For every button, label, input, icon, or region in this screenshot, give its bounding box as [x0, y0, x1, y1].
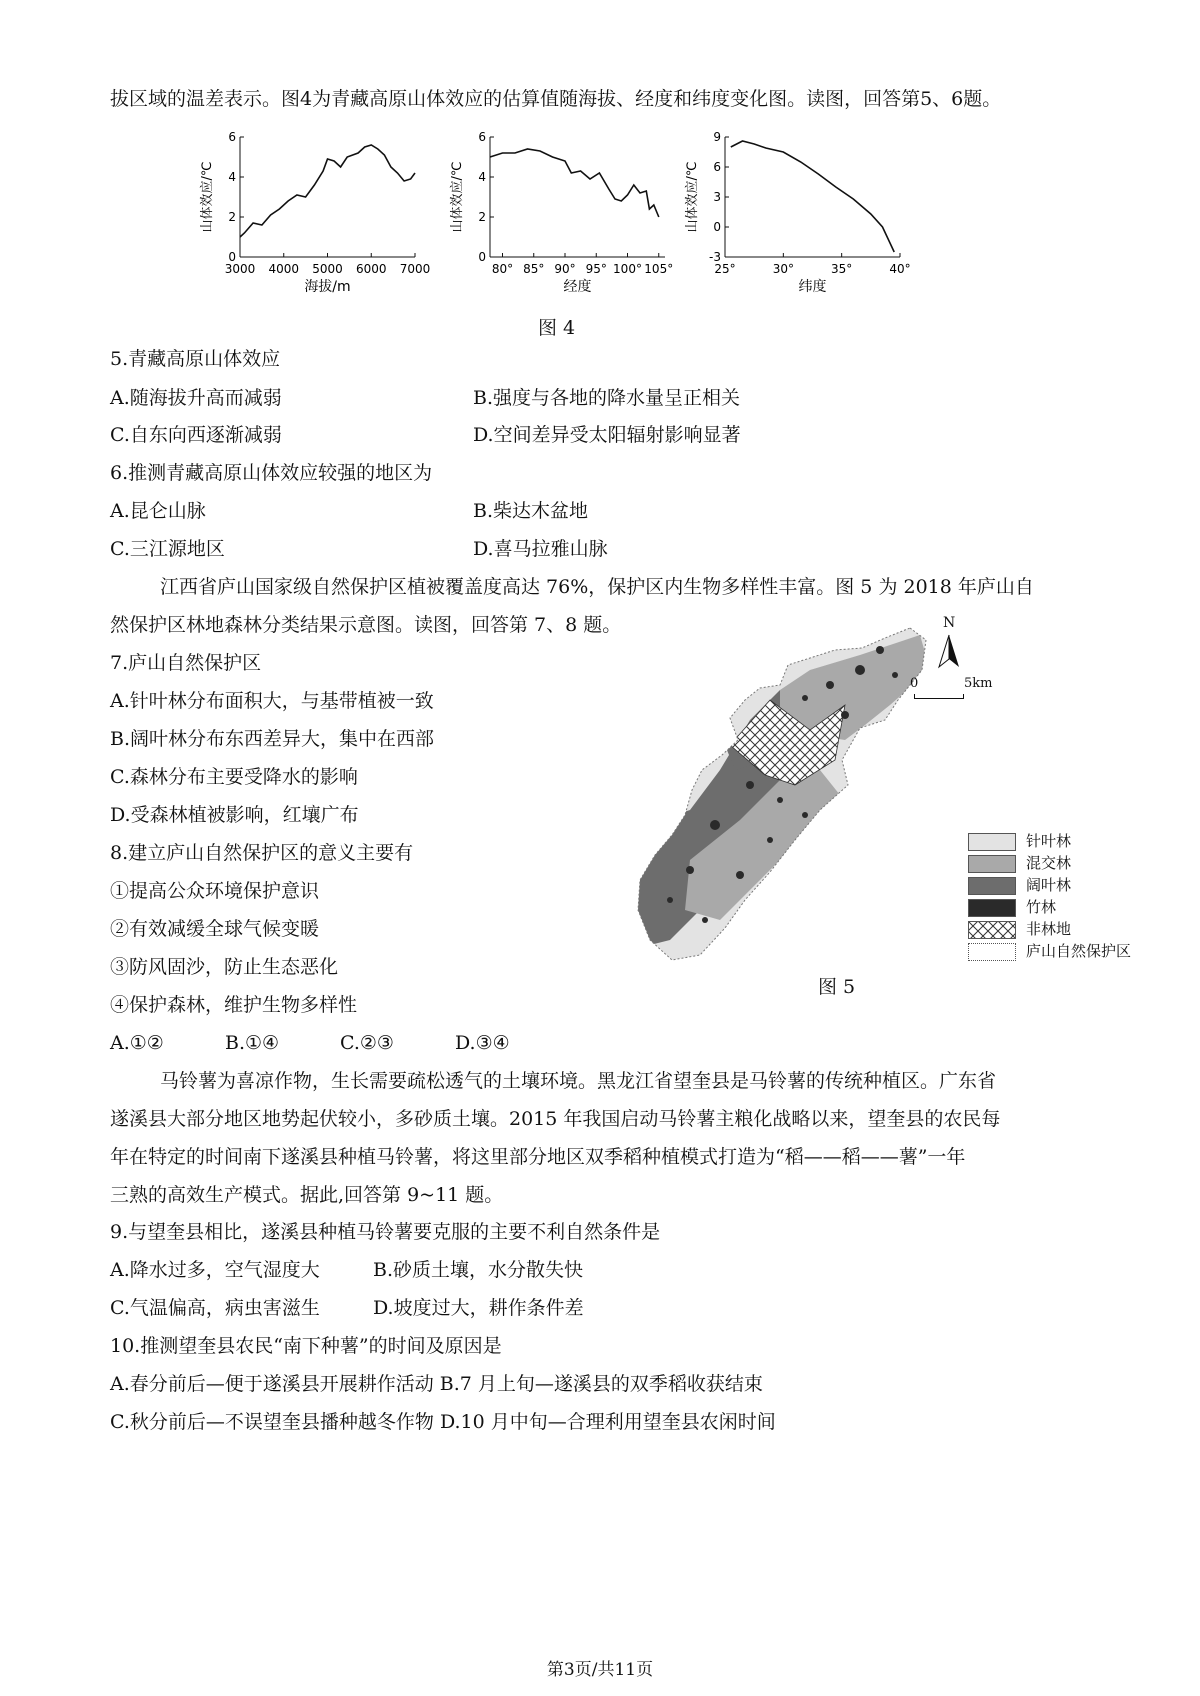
- passage3-line4: 三熟的高效生产模式。据此,回答第 9~11 题。: [110, 1184, 504, 1206]
- q6-option-c: C.三江源地区: [110, 538, 225, 560]
- q5-option-b: B.强度与各地的降水量呈正相关: [473, 387, 741, 409]
- legend-label: 庐山自然保护区: [1026, 942, 1132, 960]
- legend-item-mixed: [968, 854, 1168, 874]
- x-tick-label: 35°: [831, 262, 853, 276]
- y-tick-label: 2: [478, 210, 486, 224]
- x-tick-label: 105°: [644, 262, 674, 276]
- intro-line: 拔区域的温差表示。图4为青藏高原山体效应的估算值随海拔、经度和纬度变化图。读图，回答第5、6题。: [110, 88, 1002, 110]
- q6-option-d: D.喜马拉雅山脉: [473, 538, 608, 560]
- passage3-line1: 马铃薯为喜凉作物，生长需要疏松透气的土壤环境。黑龙江省望奎县是马铃薯的传统种植区。广东省: [160, 1070, 997, 1092]
- y-tick-label: 6: [713, 160, 721, 174]
- y-tick-label: 3: [713, 190, 721, 204]
- x-tick-label: 3000: [224, 262, 256, 276]
- legend-swatch: [968, 921, 1016, 939]
- y-tick-label: 0: [713, 220, 721, 234]
- y-tick-label: 0: [228, 250, 236, 264]
- passage2-line1: 江西省庐山国家级自然保护区植被覆盖度高达 76%，保护区内生物多样性丰富。图 5 为 2018 年庐山自: [160, 576, 1034, 598]
- q8-option-a: A.①②: [110, 1032, 164, 1054]
- legend-label: 非林地: [1026, 920, 1072, 938]
- q7-option-d: D.受森林植被影响，红壤广布: [110, 804, 359, 826]
- y-tick-label: 4: [228, 170, 236, 184]
- q9-option-a: A.降水过多，空气湿度大: [110, 1259, 320, 1281]
- q10-options-cd: C.秋分前后—不误望奎县播种越冬作物 D.10 月中旬—合理利用望奎县农闲时间: [110, 1411, 776, 1433]
- q5-stem: 5.青藏高原山体效应: [110, 348, 281, 370]
- q9-option-b: B.砂质土壤，水分散失快: [373, 1259, 584, 1281]
- q6-option-a: A.昆仑山脉: [110, 500, 206, 522]
- legend-label: 混交林: [1026, 854, 1072, 872]
- scale-line: [914, 694, 964, 699]
- legend-label: 阔叶林: [1026, 876, 1072, 894]
- legend-item-reserve: [968, 942, 1168, 962]
- legend-item-nonforest: [968, 920, 1168, 940]
- legend-swatch: [968, 943, 1016, 961]
- north-arrow-icon: [937, 633, 967, 673]
- fig5-caption: 图 5: [818, 976, 856, 998]
- x-axis-label: 海拔/m: [304, 279, 351, 295]
- passage3-line3: 年在特定的时间南下遂溪县种植马铃薯，将这里部分地区双季稻种植模式打造为“稻——稻——薯”一年: [110, 1146, 966, 1168]
- x-tick-label: 95°: [585, 262, 607, 276]
- scale-label: 5km: [964, 676, 993, 691]
- chart-altitude-svg: [195, 122, 435, 308]
- series-line: [490, 149, 659, 217]
- q8-option-c: C.②③: [340, 1032, 394, 1054]
- legend-item-bamboo: [968, 898, 1168, 918]
- scale-zero: 0: [910, 676, 919, 691]
- passage2-line2: 然保护区林地森林分类结果示意图。读图，回答第 7、8 题。: [110, 614, 622, 636]
- q9-row2: [110, 1295, 584, 1321]
- q9-stem: 9.与望奎县相比，遂溪县种植马铃薯要克服的主要不利自然条件是: [110, 1221, 661, 1243]
- q5-row1: [110, 385, 741, 411]
- x-axis-label: 纬度: [798, 279, 827, 295]
- y-tick-label: 6: [228, 130, 236, 144]
- q6-option-b: B.柴达木盆地: [473, 500, 589, 522]
- y-tick-label: -3: [709, 250, 721, 264]
- q7-stem: 7.庐山自然保护区: [110, 652, 262, 674]
- q10-options-ab: A.春分前后—便于遂溪县开展耕作活动 B.7 月上旬—遂溪县的双季稻收获结束: [110, 1373, 763, 1395]
- q9-option-c: C.气温偏高，病虫害滋生: [110, 1297, 320, 1319]
- y-axis-label: 山体效应/℃: [450, 161, 465, 233]
- x-tick-label: 85°: [523, 262, 545, 276]
- lushan-map: [630, 610, 960, 974]
- series-line: [240, 145, 415, 237]
- y-tick-label: 9: [713, 130, 721, 144]
- legend-swatch: [968, 899, 1016, 917]
- y-tick-label: 0: [478, 250, 486, 264]
- fig4-caption: 图 4: [538, 317, 576, 339]
- chart-longitude-svg: [445, 122, 685, 308]
- x-tick-label: 7000: [399, 262, 431, 276]
- q7-option-c: C.森林分布主要受降水的影响: [110, 766, 358, 788]
- scale-bar: [910, 676, 1004, 706]
- x-tick-label: 4000: [268, 262, 300, 276]
- q5-option-a: A.随海拔升高而减弱: [110, 387, 282, 409]
- x-axis-label: 经度: [563, 279, 592, 295]
- legend-item-broadleaf: [968, 876, 1168, 896]
- x-tick-label: 90°: [554, 262, 576, 276]
- q6-stem: 6.推测青藏高原山体效应较强的地区为: [110, 462, 433, 484]
- q9-option-d: D.坡度过大，耕作条件差: [373, 1297, 584, 1319]
- legend-label: 竹林: [1026, 898, 1057, 916]
- q7-option-b: B.阔叶林分布东西差异大，集中在西部: [110, 728, 435, 750]
- y-axis-label: 山体效应/℃: [685, 161, 700, 233]
- page-number: 第3页/共11页: [546, 1660, 654, 1680]
- q5-option-c: C.自东向西逐渐减弱: [110, 424, 282, 446]
- chart-latitude-svg: [680, 122, 920, 308]
- x-tick-label: 80°: [491, 262, 514, 276]
- q8-option-b: B.①④: [225, 1032, 280, 1054]
- q8-stem: 8.建立庐山自然保护区的意义主要有: [110, 842, 414, 864]
- y-tick-label: 4: [478, 170, 486, 184]
- x-tick-label: 40°: [889, 262, 911, 276]
- q6-row2: [110, 536, 608, 562]
- q8-statement-3: ③防风固沙，防止生态恶化: [110, 956, 339, 978]
- chart-latitude: [680, 122, 920, 312]
- legend-label: 针叶林: [1026, 832, 1072, 850]
- q5-option-d: D.空间差异受太阳辐射影响显著: [473, 424, 741, 446]
- x-tick-label: 100°: [613, 262, 642, 276]
- lushan-map-svg: [630, 610, 960, 970]
- series-line: [731, 141, 894, 252]
- legend-item-conifer: [968, 832, 1168, 852]
- legend-swatch: [968, 877, 1016, 895]
- x-tick-label: 5000: [312, 262, 343, 276]
- legend-swatch: [968, 855, 1016, 873]
- y-axis-label: 山体效应/℃: [200, 161, 215, 233]
- x-tick-label: 30°: [772, 262, 794, 276]
- north-label: N: [943, 615, 956, 631]
- q7-option-a: A.针叶林分布面积大，与基带植被一致: [110, 690, 434, 712]
- chart-longitude: [445, 122, 685, 312]
- passage3-line2: 遂溪县大部分地区地势起伏较小，多砂质土壤。2015 年我国启动马铃薯主粮化战略以来，望奎县的农民每: [110, 1108, 1001, 1130]
- x-tick-label: 25°: [714, 262, 736, 276]
- q9-row1: [110, 1257, 584, 1283]
- q5-row2: [110, 422, 741, 448]
- x-tick-label: 6000: [355, 262, 387, 276]
- q8-statement-1: ①提高公众环境保护意识: [110, 880, 320, 902]
- q6-row1: [110, 498, 589, 524]
- y-tick-label: 6: [478, 130, 486, 144]
- legend-swatch: [968, 833, 1016, 851]
- north-arrow: [935, 615, 975, 675]
- q10-stem: 10.推测望奎县农民“南下种薯”的时间及原因是: [110, 1335, 502, 1357]
- chart-altitude: [195, 122, 435, 312]
- y-tick-label: 2: [228, 210, 236, 224]
- q8-statement-2: ②有效减缓全球气候变暖: [110, 918, 320, 940]
- q8-statement-4: ④保护森林，维护生物多样性: [110, 994, 358, 1016]
- q8-option-d: D.③④: [455, 1032, 510, 1054]
